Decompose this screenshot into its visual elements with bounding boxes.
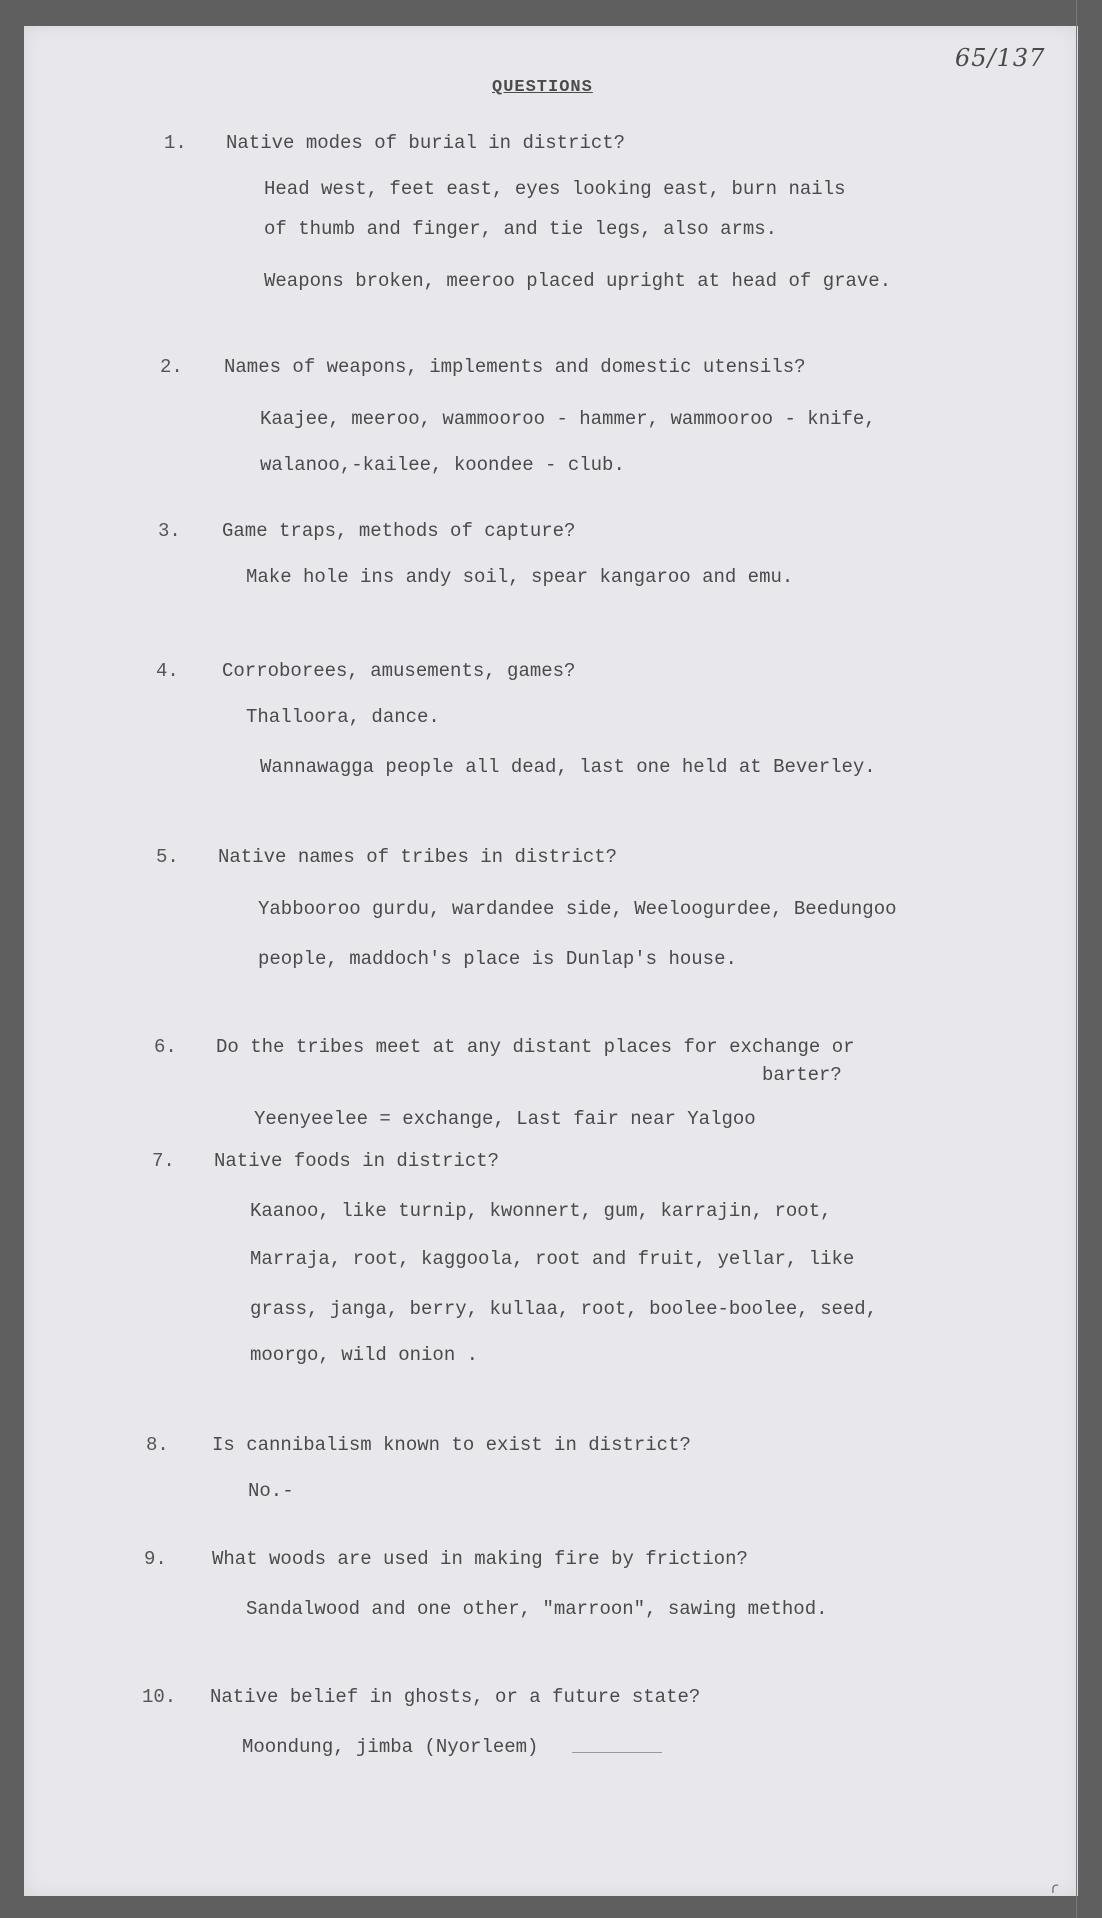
question-text: Corroborees, amusements, games? <box>222 660 576 682</box>
answer-line: Head west, feet east, eyes looking east, burn nails <box>264 178 846 200</box>
question-number: 5. <box>156 846 179 868</box>
question-number: 2. <box>160 356 183 378</box>
answer-line: Sandalwood and one other, "marroon", sawing method. <box>246 1598 828 1620</box>
answer-line: Make hole ins andy soil, spear kangaroo and emu. <box>246 566 794 588</box>
question-number: 10. <box>142 1686 177 1708</box>
answer-line: Wannawagga people all dead, last one held at Beverley. <box>260 756 876 778</box>
question-text: Game traps, methods of capture? <box>222 520 576 542</box>
answer-line: Marraja, root, kaggoola, root and fruit, yellar, like <box>250 1248 855 1270</box>
answer-line: No.- <box>248 1480 294 1502</box>
answer-line: grass, janga, berry, kullaa, root, boolee-boolee, seed, <box>250 1298 878 1320</box>
question-text: What woods are used in making fire by friction? <box>212 1548 748 1570</box>
question-text: Native foods in district? <box>214 1150 500 1172</box>
answer-line: walanoo,-kailee, koondee - club. <box>260 454 625 476</box>
answer-line: Thalloora, dance. <box>246 706 440 728</box>
question-text: Do the tribes meet at any distant places for exchange or <box>216 1036 855 1058</box>
question-text: Is cannibalism known to exist in district? <box>212 1434 691 1456</box>
answer-line: Yabbooroo gurdu, wardandee side, Weeloogurdee, Beedungoo <box>258 898 897 920</box>
answer-line: Yeenyeelee = exchange, Last fair near Yalgoo <box>254 1108 756 1130</box>
pencil-stroke <box>572 1752 662 1753</box>
answer-line: Moondung, jimba (Nyorleem) <box>242 1736 539 1758</box>
answer-line: Kaajee, meeroo, wammooroo - hammer, wammooroo - knife, <box>260 408 876 430</box>
page-title: QUESTIONS <box>492 78 593 97</box>
question-text: Native belief in ghosts, or a future state? <box>210 1686 701 1708</box>
question-number: 4. <box>156 660 179 682</box>
question-number: 8. <box>146 1434 169 1456</box>
answer-line: moorgo, wild onion . <box>250 1344 479 1366</box>
question-number: 6. <box>154 1036 177 1058</box>
answer-line: of thumb and finger, and tie legs, also arms. <box>264 218 778 240</box>
answer-line: Weapons broken, meeroo placed upright at head of grave. <box>264 270 892 292</box>
question-number: 1. <box>164 132 187 154</box>
answer-line: Kaanoo, like turnip, kwonnert, gum, karrajin, root, <box>250 1200 832 1222</box>
question-number: 7. <box>152 1150 175 1172</box>
question-text: Native modes of burial in district? <box>226 132 626 154</box>
folio-number: 65/137 <box>955 44 1046 72</box>
answer-line: people, maddoch's place is Dunlap's house. <box>258 948 737 970</box>
corner-mark: ɾ <box>1050 1880 1060 1898</box>
question-text: Names of weapons, implements and domestic utensils? <box>224 356 806 378</box>
question-number: 3. <box>158 520 181 542</box>
question-text-continued: barter? <box>762 1064 842 1086</box>
page-edge <box>1076 0 1077 1918</box>
question-number: 9. <box>144 1548 167 1570</box>
question-text: Native names of tribes in district? <box>218 846 618 868</box>
